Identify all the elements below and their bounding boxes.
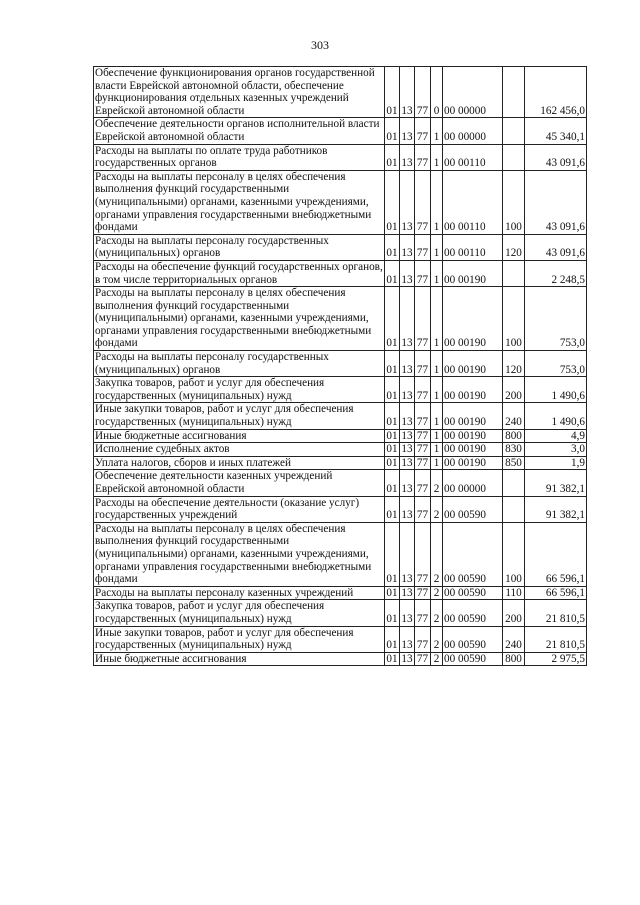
section-code: 01	[385, 403, 400, 429]
table-row	[94, 67, 587, 118]
amount: 753,0	[525, 351, 587, 377]
table-row	[94, 429, 587, 443]
subsection-code: 13	[400, 287, 415, 351]
program-code: 77	[415, 260, 431, 286]
table-row	[94, 403, 587, 429]
section-code: 01	[385, 234, 400, 260]
subsection-code: 13	[401, 429, 413, 442]
target-article-code: 00 00590	[443, 652, 503, 666]
subprogram-code: 1	[431, 377, 443, 403]
section-code: 01	[385, 470, 400, 496]
row-name: Расходы на выплаты персоналу государственных (муниципальных) органов	[94, 234, 385, 260]
subsection-code: 13	[401, 652, 413, 665]
subsection-code: 13	[400, 403, 415, 429]
amount: 1 490,6	[525, 403, 587, 429]
subprogram-code: 1	[431, 429, 443, 443]
row-name: Обеспечение функционирования органов государственной власти Еврейской автономной области, обеспечение функционирования отдельных казенных учреждений Еврейской автономной области	[94, 67, 385, 118]
program-code: 77	[415, 586, 431, 600]
target-article-code: 00 00590	[443, 626, 503, 652]
amount: 91 382,1	[525, 496, 587, 522]
subprogram-code: 1	[431, 234, 443, 260]
expense-type-code: 800	[503, 652, 525, 666]
amount: 21 810,5	[525, 600, 587, 626]
subsection-code: 13	[400, 522, 415, 586]
expense-type-code	[503, 144, 525, 170]
subprogram-code: 2	[431, 470, 443, 496]
program-code: 77	[415, 170, 431, 234]
expense-type-code: 830	[503, 443, 525, 457]
target-article-code: 00 00190	[443, 456, 503, 470]
section-code: 01	[386, 443, 398, 456]
row-name: Расходы на обеспечение деятельности (оказание услуг) государственных учреждений	[94, 496, 385, 522]
row-name: Закупка товаров, работ и услуг для обеспечения государственных (муниципальных) нужд	[94, 600, 385, 626]
program-code: 77	[415, 456, 431, 470]
target-article-code: 00 00590	[443, 600, 503, 626]
row-name: Расходы на выплаты по оплате труда работников государственных органов	[94, 144, 385, 170]
subprogram-code: 2	[431, 522, 443, 586]
subprogram-code: 2	[431, 626, 443, 652]
amount: 66 596,1	[525, 522, 587, 586]
target-article-code: 00 00190	[443, 443, 503, 457]
table-row	[94, 118, 587, 144]
expense-type-code: 100	[503, 522, 525, 586]
amount: 66 596,1	[525, 586, 587, 600]
section-code: 01	[386, 586, 398, 599]
target-article-code: 00 00000	[443, 67, 503, 118]
subsection-code: 13	[400, 260, 415, 286]
section-code: 01	[385, 287, 400, 351]
subsection-code: 13	[401, 456, 413, 469]
row-name: Иные закупки товаров, работ и услуг для обеспечения государственных (муниципальных) нужд	[94, 403, 385, 429]
program-code: 77	[415, 144, 431, 170]
subsection-code: 13	[400, 67, 415, 118]
amount: 43 091,6	[525, 170, 587, 234]
expense-type-code: 240	[503, 626, 525, 652]
row-name: Закупка товаров, работ и услуг для обеспечения государственных (муниципальных) нужд	[94, 377, 385, 403]
program-code: 77	[415, 626, 431, 652]
section-code: 01	[386, 429, 398, 442]
table-row	[94, 470, 587, 496]
row-name: Иные бюджетные ассигнования	[94, 429, 385, 443]
table-row	[94, 522, 587, 586]
page-number: 303	[311, 38, 329, 52]
amount: 753,0	[525, 287, 587, 351]
expense-type-code: 100	[503, 170, 525, 234]
expense-type-code: 240	[503, 403, 525, 429]
amount: 1,9	[525, 456, 587, 470]
expense-type-code: 110	[503, 586, 525, 600]
program-code: 77	[415, 443, 431, 457]
expense-type-code: 100	[503, 287, 525, 351]
table-row	[94, 496, 587, 522]
amount: 45 340,1	[525, 118, 587, 144]
section-code: 01	[385, 67, 400, 118]
table-row	[94, 652, 587, 666]
target-article-code: 00 00590	[443, 586, 503, 600]
expense-type-code: 200	[503, 600, 525, 626]
row-name: Обеспечение деятельности казенных учреждений Еврейской автономной области	[94, 470, 385, 496]
section-code: 01	[385, 496, 400, 522]
table-row	[94, 586, 587, 600]
program-code: 77	[415, 287, 431, 351]
program-code: 77	[415, 496, 431, 522]
program-code: 77	[415, 351, 431, 377]
target-article-code: 00 00110	[443, 234, 503, 260]
subsection-code: 13	[400, 470, 415, 496]
table-row	[94, 144, 587, 170]
subsection-code: 13	[400, 351, 415, 377]
program-code: 77	[415, 234, 431, 260]
section-code: 01	[385, 626, 400, 652]
expense-type-code: 850	[503, 456, 525, 470]
subprogram-code: 1	[431, 443, 443, 457]
subsection-code: 13	[400, 496, 415, 522]
target-article-code: 00 00000	[443, 470, 503, 496]
table-row	[94, 443, 587, 457]
amount: 91 382,1	[525, 470, 587, 496]
target-article-code: 00 00590	[443, 522, 503, 586]
program-code: 77	[415, 522, 431, 586]
subsection-code: 13	[400, 600, 415, 626]
subprogram-code: 1	[431, 287, 443, 351]
expense-type-code: 200	[503, 377, 525, 403]
target-article-code: 00 00190	[443, 287, 503, 351]
table-row	[94, 456, 587, 470]
subprogram-code: 1	[431, 144, 443, 170]
target-article-code: 00 00190	[443, 377, 503, 403]
program-code: 77	[415, 470, 431, 496]
subsection-code: 13	[400, 234, 415, 260]
row-name: Расходы на выплаты персоналу в целях обеспечения выполнения функций государственными (муниципальными) органами, казенными учреждениями, органами управления государственными внебюджетными фондами	[94, 522, 385, 586]
amount: 2 975,5	[525, 652, 587, 666]
section-code: 01	[385, 170, 400, 234]
row-name: Обеспечение деятельности органов исполнительной власти Еврейской автономной области	[94, 118, 385, 144]
subprogram-code: 2	[431, 586, 443, 600]
section-code: 01	[385, 144, 400, 170]
subprogram-code: 2	[431, 600, 443, 626]
target-article-code: 00 00190	[443, 403, 503, 429]
amount: 43 091,6	[525, 234, 587, 260]
target-article-code: 00 00190	[443, 351, 503, 377]
subprogram-code: 0	[431, 67, 443, 118]
subprogram-code: 1	[431, 170, 443, 234]
subsection-code: 13	[401, 443, 413, 456]
subprogram-code: 1	[431, 260, 443, 286]
program-code: 77	[415, 377, 431, 403]
section-code: 01	[385, 377, 400, 403]
table-row	[94, 377, 587, 403]
table-row	[94, 170, 587, 234]
section-code: 01	[386, 652, 398, 665]
table-row	[94, 287, 587, 351]
expense-type-code: 800	[503, 429, 525, 443]
expense-type-code: 120	[503, 351, 525, 377]
program-code: 77	[415, 600, 431, 626]
expense-type-code	[503, 118, 525, 144]
table-row	[94, 260, 587, 286]
subsection-code: 13	[400, 626, 415, 652]
budget-table	[93, 66, 587, 666]
amount: 3,0	[525, 443, 587, 457]
program-code: 77	[415, 403, 431, 429]
section-code: 01	[386, 456, 398, 469]
table-row	[94, 234, 587, 260]
expense-type-code	[503, 67, 525, 118]
subprogram-code: 2	[431, 496, 443, 522]
table-row	[94, 351, 587, 377]
row-name: Расходы на обеспечение функций государственных органов, в том числе территориальных органов	[95, 260, 383, 286]
subprogram-code: 1	[431, 351, 443, 377]
subprogram-code: 1	[431, 456, 443, 470]
subsection-code: 13	[400, 118, 415, 144]
section-code: 01	[385, 522, 400, 586]
expense-type-code	[503, 470, 525, 496]
amount: 4,9	[525, 429, 587, 443]
table-row	[94, 626, 587, 652]
amount: 1 490,6	[525, 377, 587, 403]
expense-type-code	[503, 260, 525, 286]
row-name: Исполнение судебных актов	[94, 443, 385, 457]
program-code: 77	[415, 67, 431, 118]
row-name: Расходы на выплаты персоналу в целях обеспечения выполнения функций государственными (муниципальными) органами, казенными учреждениями, органами управления государственными внебюджетными фондами	[94, 170, 385, 234]
target-article-code: 00 00190	[443, 260, 503, 286]
section-code: 01	[385, 118, 400, 144]
section-code: 01	[385, 260, 400, 286]
table-row	[94, 600, 587, 626]
expense-type-code	[503, 496, 525, 522]
row-name: Расходы на выплаты персоналу казенных учреждений	[94, 586, 385, 600]
row-name: Иные закупки товаров, работ и услуг для обеспечения государственных (муниципальных) нужд	[94, 626, 385, 652]
subprogram-code: 2	[431, 652, 443, 666]
subsection-code: 13	[400, 170, 415, 234]
subsection-code: 13	[401, 586, 413, 599]
row-name: Расходы на выплаты персоналу в целях обеспечения выполнения функций государственными (муниципальными) органами, казенными учреждениями, органами управления государственными внебюджетными фондами	[94, 287, 385, 351]
target-article-code: 00 00110	[443, 170, 503, 234]
section-code: 01	[385, 600, 400, 626]
row-name: Уплата налогов, сборов и иных платежей	[94, 456, 385, 470]
program-code: 77	[415, 652, 431, 666]
row-name: Иные бюджетные ассигнования	[94, 652, 385, 666]
subsection-code: 13	[400, 144, 415, 170]
program-code: 77	[415, 429, 431, 443]
amount: 2 248,5	[525, 260, 587, 286]
subprogram-code: 1	[431, 403, 443, 429]
subprogram-code: 1	[431, 118, 443, 144]
amount: 21 810,5	[525, 626, 587, 652]
expense-type-code: 120	[503, 234, 525, 260]
row-name: Расходы на выплаты персоналу государственных (муниципальных) органов	[94, 351, 385, 377]
program-code: 77	[415, 118, 431, 144]
target-article-code: 00 00590	[443, 496, 503, 522]
target-article-code: 00 00190	[443, 429, 503, 443]
amount: 162 456,0	[525, 67, 587, 118]
subsection-code: 13	[400, 377, 415, 403]
section-code: 01	[385, 351, 400, 377]
amount: 43 091,6	[525, 144, 587, 170]
target-article-code: 00 00000	[443, 118, 503, 144]
target-article-code: 00 00110	[443, 144, 503, 170]
